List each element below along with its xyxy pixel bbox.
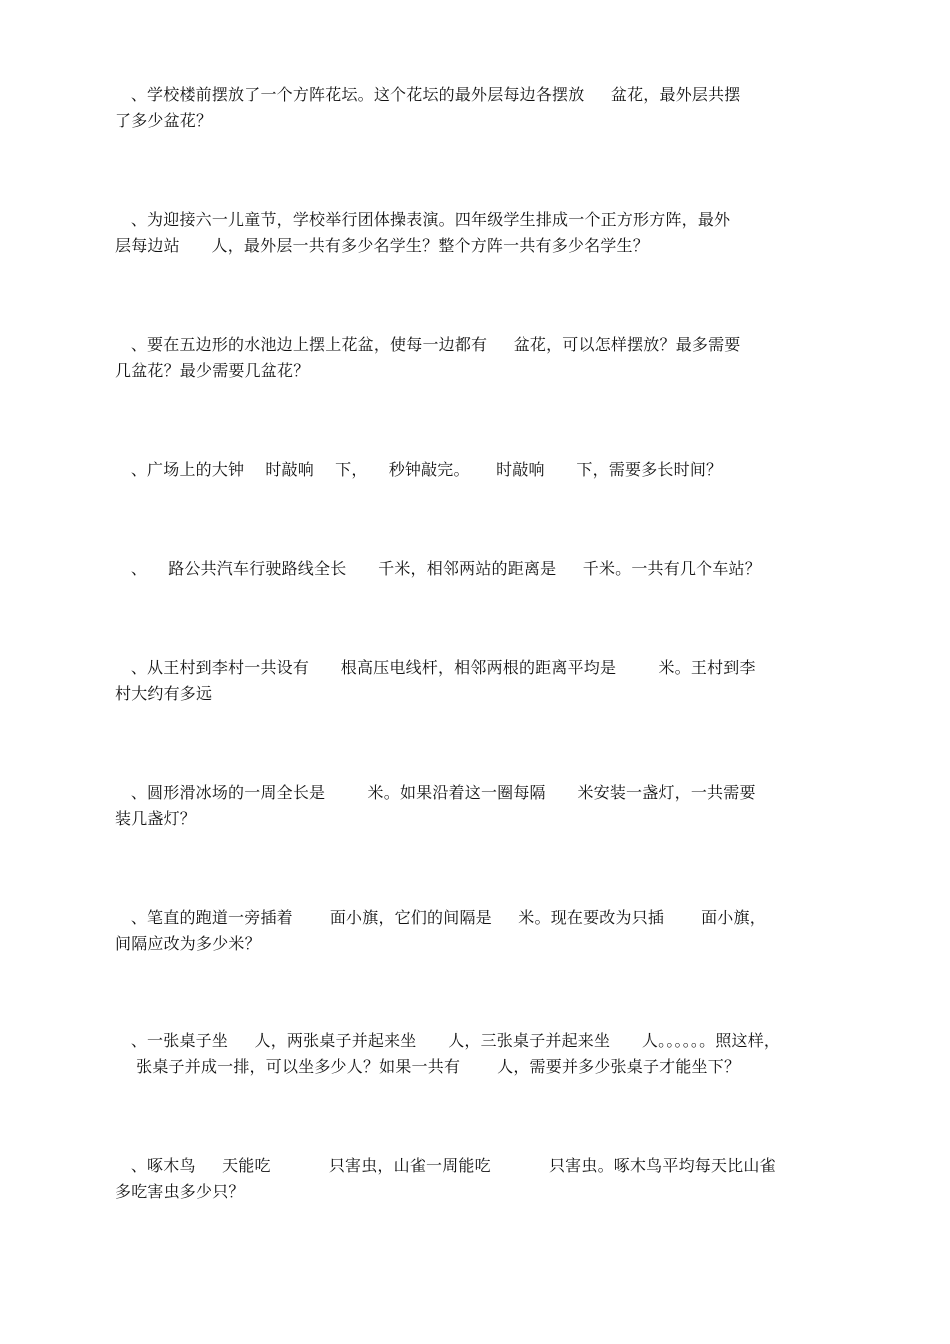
problem-5-line-1: 、 路公共汽车行驶路线全长 千米，相邻两站的距离是 千米。一共有几个车站？ [115,559,761,578]
problem-3-line-2: 几盆花？最少需要几盆花？ [115,361,310,380]
problem-6-line-2: 村大约有多远 [115,684,213,703]
problem-9 [115,1028,853,1080]
problem-2-line-2: 层每边站 人，最外层一共有多少名学生？整个方阵一共有多少名学生？ [115,236,649,255]
problem-9-line-2: 张桌子并成一排，可以坐多少人？如果一共有 人，需要并多少张桌子才能坐下？ [115,1057,741,1076]
problem-1-line-1: 、学校楼前摆放了一个方阵花坛。这个花坛的最外层每边各摆放 盆花，最外层共摆 [115,85,741,104]
problem-4 [115,457,853,483]
problem-8 [115,905,853,957]
problem-1-line-2: 了多少盆花？ [115,111,213,130]
problem-3 [115,332,853,384]
problem-9-line-1: 、一张桌子坐 人，两张桌子并起来坐 人，三张桌子并起来坐 人。。。。。。照这样， [115,1031,781,1050]
problem-3-line-1: 、要在五边形的水池边上摆上花盆，使每一边都有 盆花，可以怎样摆放？最多需要 [115,335,741,354]
problem-10 [115,1153,853,1205]
problem-6-line-1: 、从王村到李村一共设有 根高压电线杆，相邻两根的距离平均是 米。王村到李 [115,658,756,677]
problem-10-line-1: 、啄木鸟 天能吃 只害虫，山雀一周能吃 只害虫。啄木鸟平均每天比山雀 [115,1156,776,1175]
problem-5 [115,556,853,582]
problem-7 [115,780,853,832]
problem-4-line-1: 、广场上的大钟 时敲响 下， 秒钟敲完。 时敲响 下，需要多长时间？ [115,460,723,479]
problem-2 [115,207,853,259]
problem-1 [115,82,853,134]
problem-8-line-2: 间隔应改为多少米？ [115,934,261,953]
problem-7-line-1: 、圆形滑冰场的一周全长是 米。如果沿着这一圈每隔 米安装一盏灯，一共需要 [115,783,756,802]
problem-2-line-1: 、为迎接六一儿童节，学校举行团体操表演。四年级学生排成一个正方形方阵，最外 [115,210,731,229]
problem-10-line-2: 多吃害虫多少只？ [115,1182,245,1201]
problem-6 [115,655,853,707]
problem-7-line-2: 装几盏灯？ [115,809,197,828]
problem-8-line-1: 、笔直的跑道一旁插着 面小旗，它们的间隔是 米。现在要改为只插 面小旗， [115,908,766,927]
